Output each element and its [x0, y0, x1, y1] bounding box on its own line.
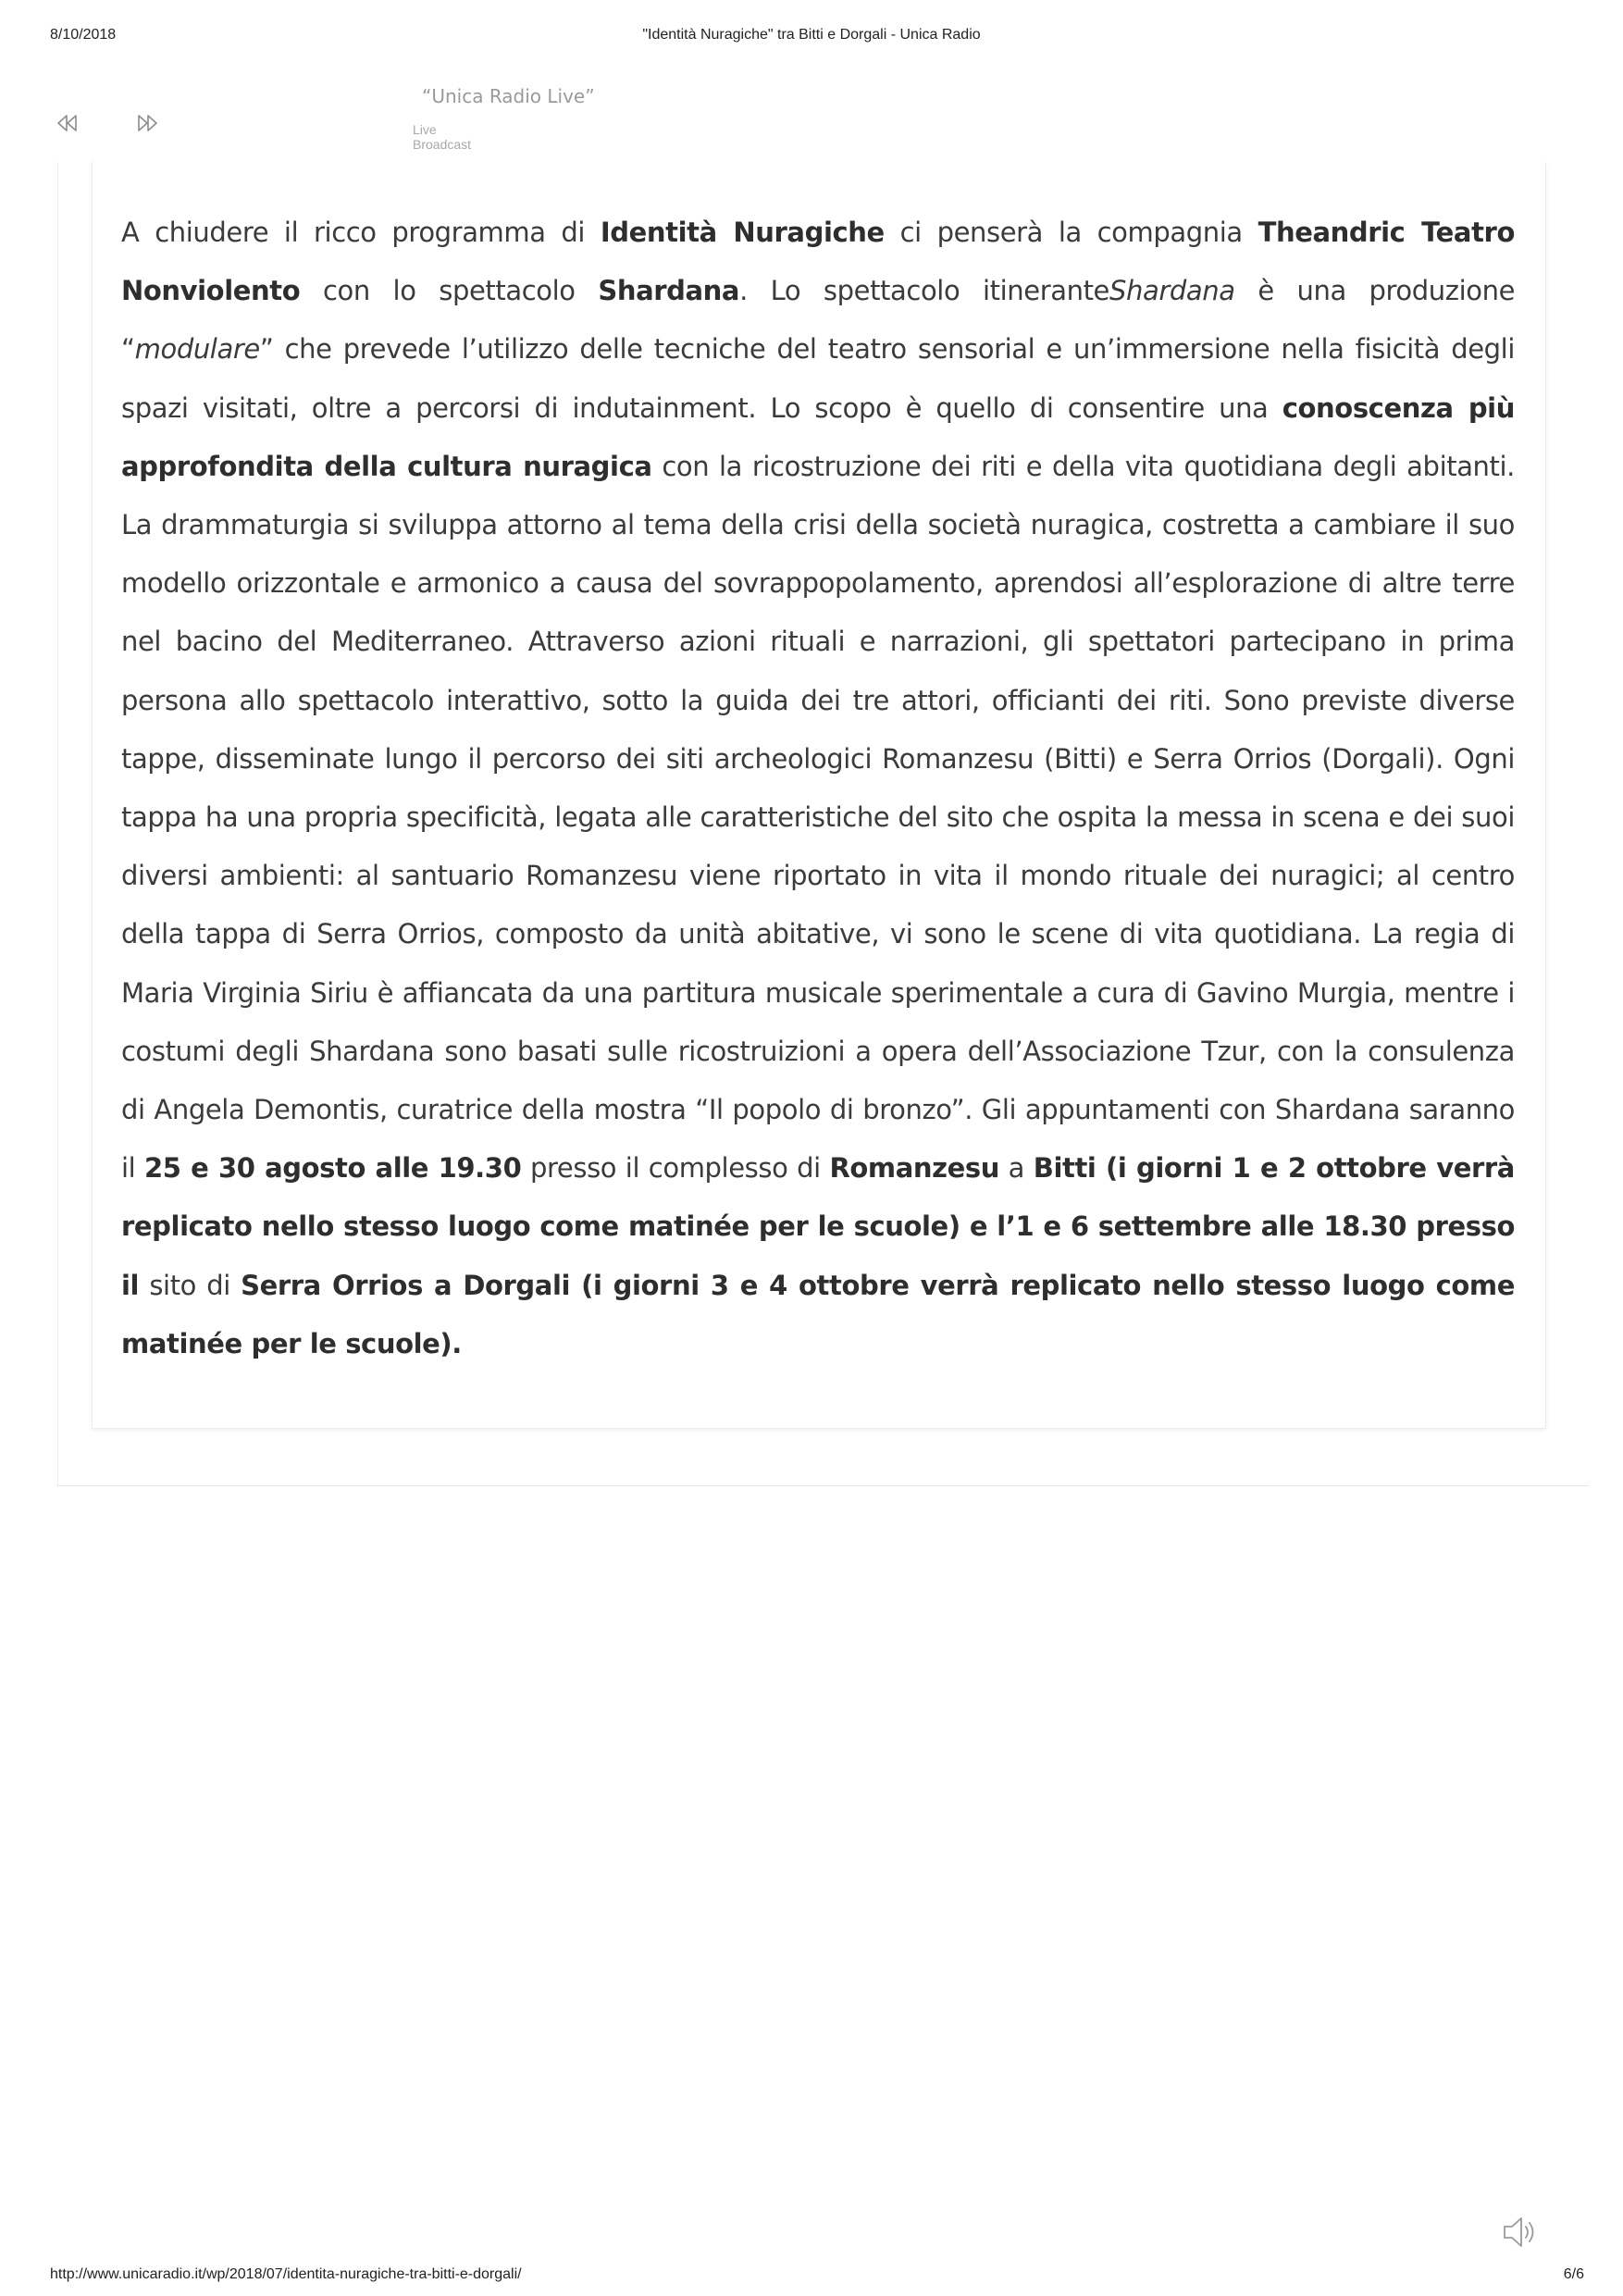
bold-text-span: Identità Nuragiche: [600, 217, 885, 248]
text-span: . Lo spettacolo itinerante: [739, 275, 1109, 307]
print-url: http://www.unicaradio.it/wp/2018/07/identita-nuragiche-tra-bitti-e-dorgali/: [50, 2266, 522, 2282]
fast-forward-icon[interactable]: [135, 111, 159, 135]
italic-text-span: Shardana: [1109, 275, 1235, 307]
article-body: [121, 204, 1515, 1373]
text-span: con la ricostruzione dei riti e della vita quotidiana degli abitanti. La drammaturgia si sviluppa attorno al tema della crisi della società nuragica, costretta a cambiare il suo modello orizzontale e armonico a causa del sovrappopolamento, aprendosi all’esplorazione di altre terre nel bacino del Mediterraneo. Attraverso azioni rituali e narrazioni, gli spettatori partecipano in prima persona allo spettacolo interattivo, sotto la guida dei tre attori, officianti dei riti. Sono previste diverse tappe, disseminate lungo il percorso dei siti archeologici Romanzesu (Bitti) e Serra Orrios (Dorgali). Ogni tappa ha una propria specificità, legata alle caratteristiche del sito che ospita la messa in scena e dei suoi diversi ambienti: al santuario Romanzesu viene riportato in vita il mondo rituale dei nuragici; al centro della tappa di Serra Orrios, composto da unità abitative, vi sono le scene di vita quotidiana. La regia di Maria Virginia Siriu è affiancata da una partitura musicale sperimentale a cura di Gavino Murgia, mentre i costumi degli Shardana sono basati sulle ricostruizioni a opera dell’Associazione Tzur, con la consulenza di Angela Demontis, curatrice della mostra “Il popolo di bronzo”. Gli appuntamenti con Shardana saranno il: [121, 450, 1515, 1185]
bold-text-span: Serra Orrios a Dorgali (i giorni 3 e 4 ottobre verrà replicato nello stesso luogo come matinée per le scuole).: [121, 1269, 1515, 1359]
text-span: è una produzione “: [121, 275, 1516, 366]
bold-text-span: Shardana: [598, 275, 740, 307]
radio-player: [56, 70, 611, 163]
text-span: con lo spettacolo: [300, 275, 599, 307]
bold-text-span: conoscenza più approfondita della cultura nuragica: [121, 391, 1515, 482]
text-span: a: [999, 1152, 1034, 1185]
bold-text-span: Theandric Teatro Nonviolento: [121, 217, 1515, 307]
bold-text-span: Romanzesu: [829, 1152, 999, 1185]
text-span: ci penserà la compagnia: [884, 217, 1258, 248]
page-number: 6/6: [1563, 2266, 1584, 2282]
text-span: sito di: [139, 1269, 242, 1301]
print-page-title: "Identità Nuragiche" tra Bitti e Dorgali - Unica Radio: [642, 27, 981, 43]
live-broadcast-label: Live Broadcast: [413, 122, 472, 152]
text-span: A chiudere il ricco programma di: [121, 217, 601, 248]
speaker-volume-icon[interactable]: [1497, 2210, 1542, 2254]
italic-text-span: modulare: [134, 333, 260, 366]
rewind-icon[interactable]: [56, 111, 80, 135]
print-date: 8/10/2018: [50, 27, 117, 43]
text-span: presso il complesso di: [521, 1152, 830, 1185]
bold-text-span: Bitti (i giorni 1 e 2 ottobre verrà replicato nello stesso luogo come matinée per le scuole) e l’1 e 6 settembre alle 18.30 presso il: [121, 1152, 1515, 1301]
station-name: “Unica Radio Live”: [422, 85, 595, 107]
bold-text-span: 25 e 30 agosto alle 19.30: [144, 1152, 522, 1185]
text-span: ” che prevede l’utilizzo delle tecniche del teatro sensorial e un’immersione nella fisicità degli spazi visitati, oltre a percorsi di indutainment. Lo scopo è quello di consentire una: [121, 333, 1515, 424]
